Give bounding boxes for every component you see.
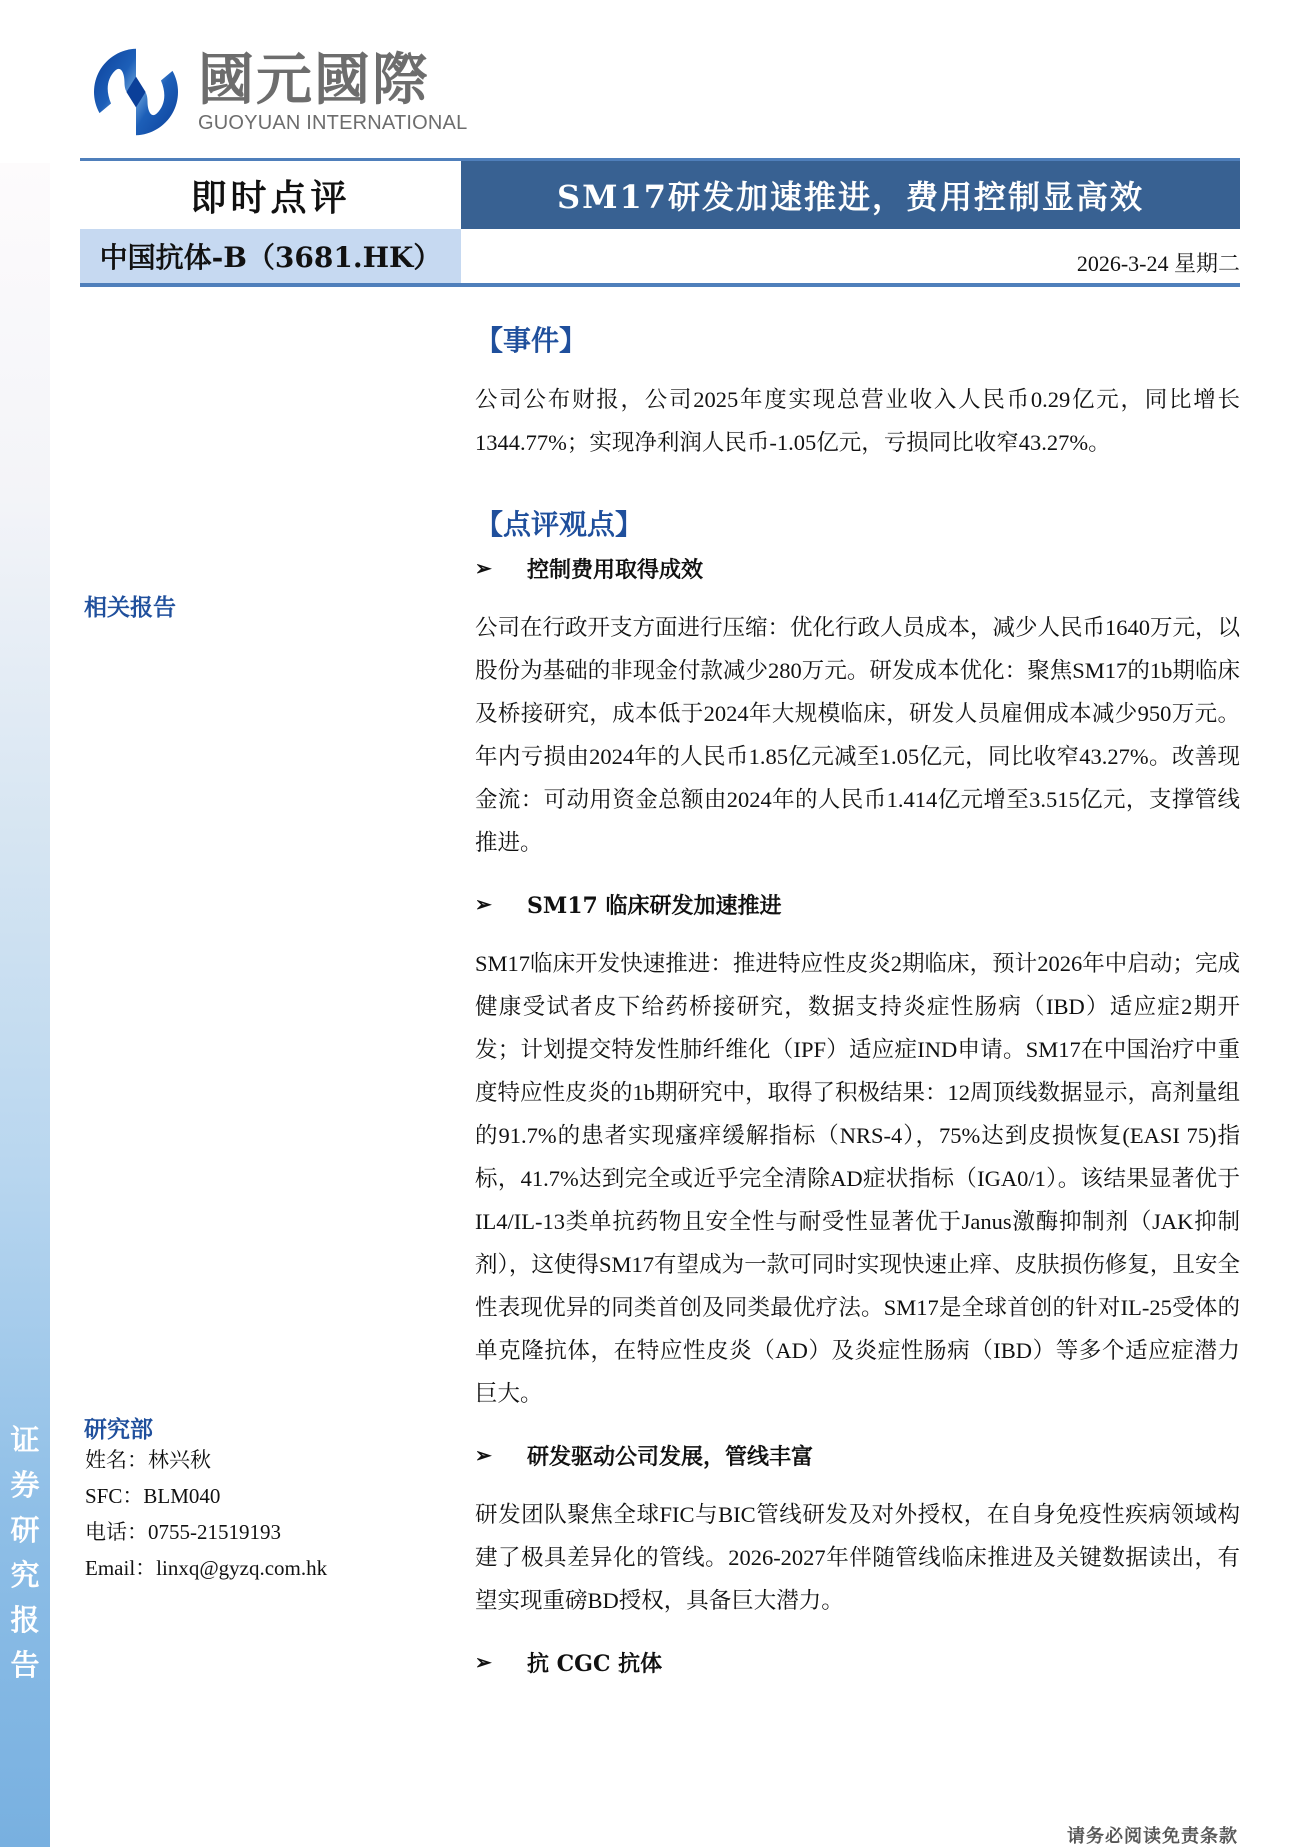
arrow-bullet-icon: ➢ xyxy=(475,892,492,916)
review-point-title xyxy=(475,1435,1240,1475)
side-strip-label xyxy=(0,1418,50,1688)
header-bottom-rule xyxy=(80,283,1240,287)
logo-name-en: GUOYUAN INTERNATIONAL xyxy=(198,112,468,134)
logo-name-cn: 國元國際 xyxy=(198,48,430,113)
review-heading: 【点评观点】 xyxy=(475,508,644,541)
logo-mark-icon xyxy=(88,44,184,140)
company-logo xyxy=(88,44,467,140)
analyst-sfc: SFC：BLM040 xyxy=(85,1484,221,1508)
main-content xyxy=(475,318,1240,1682)
review-point-text: 研发团队聚焦全球FIC与BIC管线研发及对外授权，在自身免疫性疾病领域构建了极具差异化的管线。2026-2027年伴随管线临床推进及关键数据读出，有望实现重磅BD授权，具备巨大潜力。 xyxy=(475,1502,1240,1613)
analyst-email[interactable]: Email：linxq@gyzq.com.hk xyxy=(85,1556,328,1580)
point-title-text: 抗 CGC 抗体 xyxy=(527,1650,663,1677)
arrow-bullet-icon: ➢ xyxy=(475,1650,492,1674)
side-strip-char: 告 xyxy=(10,1648,40,1682)
event-heading: 【事件】 xyxy=(475,324,588,357)
research-dept-label: 研究部 xyxy=(84,1416,153,1443)
side-strip-char: 证 xyxy=(10,1423,40,1457)
related-reports-label: 相关报告 xyxy=(84,594,176,621)
review-point-title xyxy=(475,1642,1240,1682)
analyst-name: 姓名：林兴秋 xyxy=(85,1448,211,1472)
point-title-text: 控制费用取得成效 xyxy=(527,556,704,583)
analyst-phone: 电话：0755-21519193 xyxy=(85,1520,281,1544)
report-type: 即时点评 xyxy=(190,176,351,219)
review-point-title xyxy=(475,548,1240,588)
review-point-text: 公司在行政开支方面进行压缩：优化行政人员成本，减少人民币1640万元，以股份为基础的非现金付款减少280万元。研发成本优化：聚焦SM17的1b期临床及桥接研究，成本低于2024年大规模临床，研发人员雇佣成本减少950万元。年内亏损由2024年的人民币1.85亿元减至1.05亿元，同比收窄43.27%。改善现金流：可动用资金总额由2024年的人民币1.414亿元增至3.515亿元，支撑管线推进。 xyxy=(475,615,1241,855)
side-strip-char: 券 xyxy=(10,1468,40,1502)
report-date: 2026-3-24 星期二 xyxy=(1076,251,1240,276)
review-point-title xyxy=(475,884,1240,924)
stock-name: 中国抗体-B（3681.HK） xyxy=(80,229,461,283)
point-title-text: SM17 临床研发加速推进 xyxy=(527,892,782,919)
review-point-text: SM17临床开发快速推进：推进特应性皮炎2期临床，预计2026年中启动；完成健康受试者皮下给药桥接研究，数据支持炎症性肠病（IBD）适应症2期开发；计划提交特发性肺纤维化（IPF）适应症IND申请。SM17在中国治疗中重度特应性皮炎的1b期研究中，取得了积极结果：12周顶线数据显示，高剂量组的91.7%的患者实现瘙痒缓解指标（NRS-4），75%达到皮损恢复(EASI 75)指标，41.7%达到完全或近乎完全清除AD症状指标（IGA0/1）。该结果显著优于IL4/IL-13类单抗药物且安全性与耐受性显著优于Janus激酶抑制剂（JAK抑制剂），这使得SM17有望成为一款可同时实现快速止痒、皮肤损伤修复，且安全性表现优异的同类首创及同类最优疗法。SM17是全球首创的针对IL-25受体的单克隆抗体，在特应性皮炎（AD）及炎症性肠病（IBD）等多个适应症潜力巨大。 xyxy=(475,951,1241,1406)
report-title: SM17研发加速推进，费用控制显高效 xyxy=(461,161,1240,229)
event-text: 公司公布财报，公司2025年度实现总营业收入人民币0.29亿元，同比增长1344.77%；实现净利润人民币-1.05亿元，亏损同比收窄43.27%。 xyxy=(475,387,1240,455)
arrow-bullet-icon: ➢ xyxy=(475,1443,492,1467)
side-strip-char: 究 xyxy=(10,1558,40,1592)
analyst-contact xyxy=(85,1442,327,1586)
disclaimer-notice: 请务必阅读免责条款 xyxy=(1067,1826,1238,1847)
side-strip-char: 报 xyxy=(10,1603,40,1637)
arrow-bullet-icon: ➢ xyxy=(475,556,492,580)
side-strip-char: 研 xyxy=(10,1513,40,1547)
point-title-text: 研发驱动公司发展，管线丰富 xyxy=(527,1443,814,1470)
